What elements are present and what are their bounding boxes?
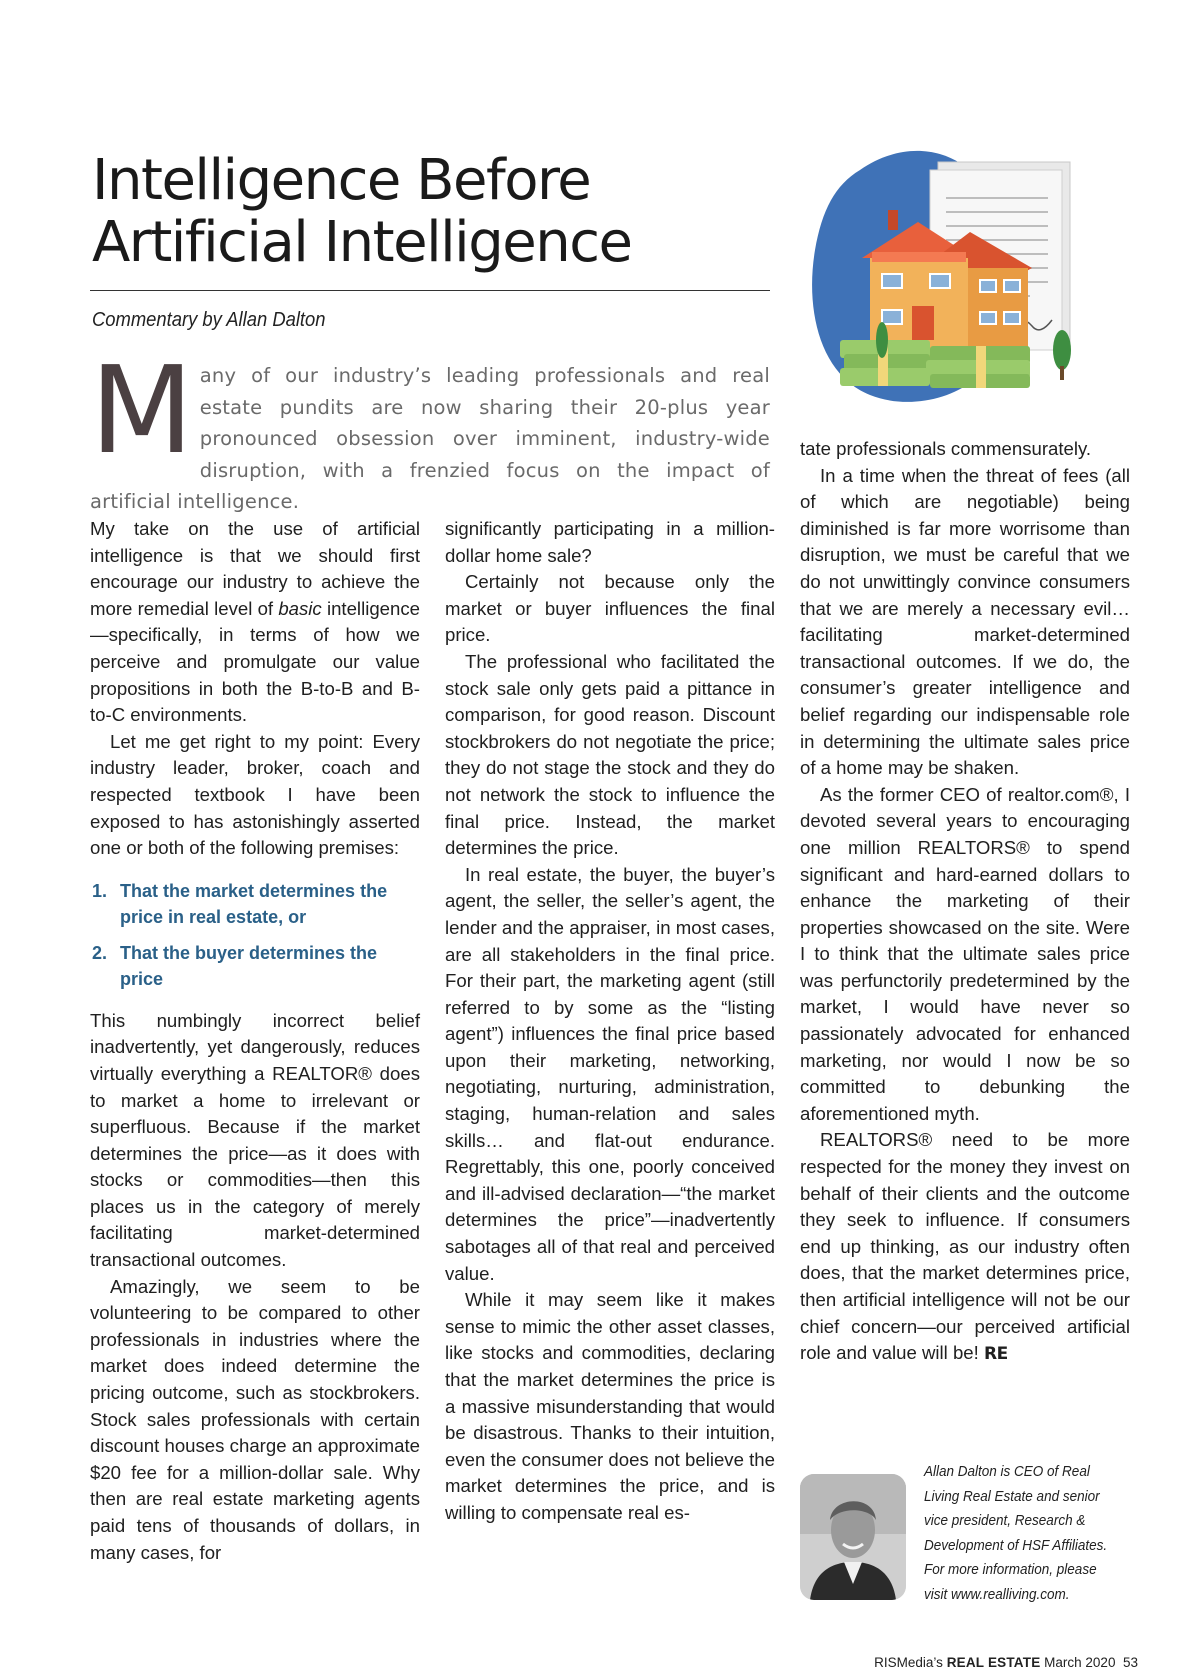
column3-paragraph-3: As the former CEO of realtor.com®, I devoted several years to encouraging one million REALTORS® to spend significant and hard-earned dollars to enhance the marketing of their properties showcased on the site. Were I to think that the ultimate sales price was perfunctorily predetermined by the market, I would have never so passionately advocated for enhanced marketing, nor would I now be so committed to debunking the aforementioned myth. bbox=[800, 783, 1130, 1124]
end-mark: RE bbox=[983, 1344, 1008, 1365]
column3-paragraph-2: In a time when the threat of fees (all of which are negotiable) being diminished is far more worrisome than disruption, we must be careful that we do not unwittingly convince consumers that we are merely a necessary evil…facilitating market-determined transactional outcomes. If we do, the consumer’s greater intelligence and belief regarding our indispensable role in determining the ultimate sales price of a home may be shaken. bbox=[800, 464, 1130, 779]
premise-item-2 bbox=[90, 940, 420, 992]
column1-paragraph-4: Amazingly, we seem to be volunteering to be compared to other professionals in industries where the market does indeed determine the pricing outcome, such as stockbrokers. Stock sales professionals with certain discount houses charge an approximate $20 fee for a million-dollar sale. Why then are real estate marketing agents paid tens of thousands of dollars, in many cases, for bbox=[90, 1275, 420, 1563]
page-footer bbox=[874, 1655, 1138, 1670]
column2-paragraph-5: While it may seem like it makes sense to mimic the other asset classes, like stocks and commodities, declaring that the market determines the price is a massive misunderstanding that would be disastrous. Thanks to their intuition, even the consumer does not believe the market determines the price, and is willing to compensate real es- bbox=[445, 1289, 775, 1523]
footer-publication-name: REAL ESTATE bbox=[946, 1655, 1041, 1670]
column3-p4-text: REALTORS® need to be more respected for the money they invest on behalf of their clients and the outcome they seek to influence. If consumers end up thinking, as our industry often does, that the market determines price, then artificial intelligence will not be our chief concern—our perceived artificial role and value will be! bbox=[800, 1129, 1130, 1364]
article-column-3 bbox=[800, 436, 1130, 1368]
title-line-1: Intelligence Before bbox=[92, 148, 591, 213]
column3-paragraph-1: tate professionals commensurately. bbox=[800, 438, 1092, 459]
column3-paragraph-4 bbox=[800, 1127, 1130, 1367]
premise-text-2: That the buyer determines the price bbox=[120, 942, 378, 989]
premise-item-1 bbox=[90, 878, 420, 930]
column2-paragraph-4: In real estate, the buyer, the buyer’s agent, the seller, the seller’s agent, the lender and the appraiser, in most cases, are all stakeholders in the final price. For their part, the marketing agent (still referred to by some as the “listing agent”) influences the final price based upon their marketing, networking, negotiating, nurturing, administration, staging, human-relation and sales skills… and flat-out endurance. Regrettably, this one, poorly conceived and ill-advised declaration—“the market determines the price”—inadvertently sabotages all of that real and perceived value. bbox=[445, 863, 775, 1284]
drop-cap: M bbox=[90, 342, 194, 481]
column2-paragraph-1: significantly participating in a million-dollar home sale? bbox=[445, 518, 775, 566]
byline: Commentary by Allan Dalton bbox=[92, 309, 326, 331]
column2-paragraph-2: Certainly not because only the market or buyer influences the final price. bbox=[445, 571, 775, 646]
column1-p1-text-a: My take on the use of artificial intelligence is that we should first encourage our industry to achieve the more remedial level of bbox=[90, 518, 420, 619]
article-column-1 bbox=[90, 516, 420, 1566]
money-stacks-icon bbox=[840, 340, 1030, 388]
column1-p1-text-b: intelligence—specifically, in terms of how we perceive and promulgate our value propositions in both the B-to-B and B-to-C environments. bbox=[90, 597, 420, 726]
page-number: 53 bbox=[1122, 1655, 1138, 1670]
column2-paragraph-3: The professional who facilitated the stock sale only gets paid a pittance in comparison, for good reason. Discount stockbrokers do not negotiate the price; they do not stage the stock and they do not network the stock to influence the final price. Instead, the market determines the price. bbox=[445, 650, 775, 859]
author-bio: Allan Dalton is CEO of Real Living Real Estate and senior vice president, Research & Development of HSF Affiliates. For more information, please visit www.realliving.com. bbox=[924, 1463, 1108, 1603]
article-column-2 bbox=[445, 516, 775, 1527]
author-portrait-graphic bbox=[800, 1474, 906, 1600]
premises-list bbox=[90, 878, 420, 992]
premise-text-1: That the market determines the price in real estate, or bbox=[120, 880, 388, 927]
premise-number-2: 2. bbox=[92, 942, 108, 963]
footer-publication-prefix: RISMedia’s bbox=[874, 1655, 947, 1670]
article-title bbox=[92, 150, 732, 274]
title-divider bbox=[90, 290, 770, 291]
title-line-2: Artificial Intelligence bbox=[92, 210, 632, 275]
house-illustration bbox=[800, 140, 1120, 440]
footer-issue: March 2020 bbox=[1040, 1655, 1116, 1670]
column1-p1-italic: basic bbox=[278, 597, 322, 619]
premise-number-1: 1. bbox=[92, 880, 108, 901]
author-photo bbox=[800, 1474, 906, 1600]
column1-paragraph-3: This numbingly incorrect belief inadvertently, yet dangerously, reduces virtually everything a REALTOR® does to market a home to irrelevant or superfluous. Because if the market determines the price—as it does with stocks or commodities—then this places us in the category of merely facilitating market-determined transactional outcomes. bbox=[90, 1009, 420, 1271]
column1-paragraph-2: Let me get right to my point: Every industry leader, broker, coach and respected textbook I have been exposed to has astonishingly asserted one or both of the following premises: bbox=[90, 730, 420, 859]
lede-text: any of our industry’s leading professionals and real estate pundits are now sharing their 20-plus year pronounced obsession over imminent, industry-wide disruption, with a frenzied focus on the impact of artificial intelligence. bbox=[90, 364, 770, 513]
column1-paragraph-1 bbox=[90, 516, 420, 729]
lede-paragraph bbox=[90, 342, 770, 518]
